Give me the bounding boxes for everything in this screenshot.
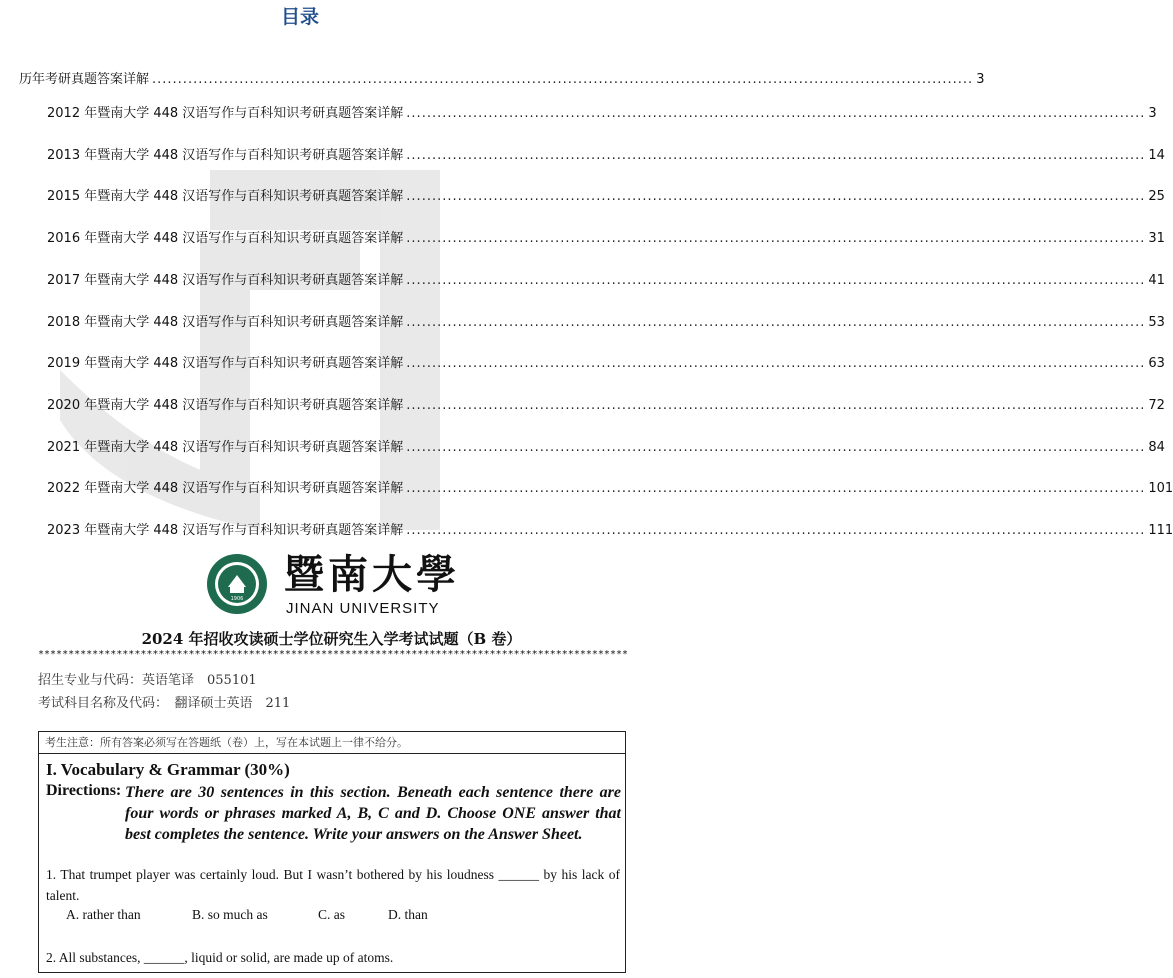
option-d[interactable]: D. than — [388, 907, 428, 922]
toc-entry-title: 2013 年暨南大学 448 汉语写作与百科知识考研真题答案详解 — [47, 148, 404, 163]
toc-entry[interactable] — [47, 269, 1165, 288]
toc-entry[interactable] — [47, 227, 1165, 246]
toc-title: 目录 — [280, 6, 319, 28]
seal-year: 1906 — [230, 596, 244, 602]
toc-entry[interactable] — [47, 436, 1165, 455]
notice-text: 考生注意：所有答案必须写在答题纸（卷）上，写在本试题上一律不给分。 — [45, 736, 408, 749]
toc-entry-page: 3 — [1148, 106, 1157, 121]
toc-leader: ................................................................................................................................................................ — [152, 72, 974, 87]
toc-entry[interactable] — [47, 311, 1165, 330]
notice-row — [39, 732, 625, 754]
toc-entry-title: 2020 年暨南大学 448 汉语写作与百科知识考研真题答案详解 — [47, 398, 404, 413]
exam-question-box — [38, 731, 626, 973]
toc-entry-page: 72 — [1148, 398, 1165, 413]
toc-leader: ................................................................................................................................................ — [406, 315, 1146, 330]
question-1-options — [66, 907, 458, 923]
toc-entry-page: 111 — [1148, 523, 1173, 538]
toc-leader: ................................................................................................................................................ — [406, 106, 1146, 121]
toc-entry-page: 84 — [1148, 440, 1165, 455]
toc-entry[interactable] — [47, 394, 1165, 413]
toc-entry-title: 历年考研真题答案详解 — [19, 72, 150, 87]
question-1: 1. That trumpet player was certainly loud. But I wasn’t bothered by his loudness ______ by his lack of talent. — [46, 867, 620, 903]
toc-entry[interactable] — [47, 144, 1165, 163]
section-title: I. Vocabulary & Grammar (30%) — [46, 760, 290, 779]
subject-label: 考试科目名称及代码： 翻译硕士英语 211 — [38, 696, 291, 711]
option-b[interactable]: B. so much as — [192, 907, 268, 922]
toc-entry-page: 41 — [1148, 273, 1165, 288]
toc-entry-title: 2019 年暨南大学 448 汉语写作与百科知识考研真题答案详解 — [47, 356, 404, 371]
separator-line: ************************************************************************************************** — [38, 649, 629, 660]
toc-entry-title: 2016 年暨南大学 448 汉语写作与百科知识考研真题答案详解 — [47, 231, 404, 246]
toc-entry-title: 2012 年暨南大学 448 汉语写作与百科知识考研真题答案详解 — [47, 106, 404, 121]
toc-entry-title: 2022 年暨南大学 448 汉语写作与百科知识考研真题答案详解 — [47, 481, 404, 496]
toc-entry-page: 63 — [1148, 356, 1165, 371]
question-2: 2. All substances, ______, liquid or solid, are made up of atoms. — [46, 950, 394, 965]
toc-entry[interactable] — [47, 185, 1165, 204]
toc-entry-title: 2023 年暨南大学 448 汉语写作与百科知识考研真题答案详解 — [47, 523, 404, 538]
toc-leader: ................................................................................................................................................ — [406, 481, 1146, 496]
toc-entry-page: 3 — [976, 72, 985, 87]
watermark-logo — [60, 170, 440, 530]
major-label: 招生专业与代码：英语笔译 055101 — [38, 673, 257, 688]
toc-entry-page: 14 — [1148, 148, 1165, 163]
toc-entry[interactable] — [47, 477, 1173, 496]
directions-label: Directions: — [46, 782, 122, 799]
toc-entry-title: 2018 年暨南大学 448 汉语写作与百科知识考研真题答案详解 — [47, 315, 404, 330]
directions-text: There are 30 sentences in this section. Beneath each sentence there are four words or phrases marked A, B, C and D. Choose ONE answer that best completes the sentence. Write your answers on the Answer Sheet. — [125, 784, 621, 843]
toc-leader: ................................................................................................................................................ — [406, 523, 1146, 538]
toc-leader: ................................................................................................................................................ — [406, 231, 1146, 246]
toc-leader: ................................................................................................................................................ — [406, 398, 1146, 413]
toc-entry-title: 2015 年暨南大学 448 汉语写作与百科知识考研真题答案详解 — [47, 189, 404, 204]
toc-entry[interactable] — [47, 519, 1173, 538]
exam-title: 2024 年招收攻读硕士学位研究生入学考试试题（B 卷） — [141, 630, 522, 648]
university-name-cn: 暨南大學 — [284, 551, 460, 598]
toc-entry[interactable] — [47, 102, 1157, 121]
toc-entry[interactable] — [47, 352, 1165, 371]
option-a[interactable]: A. rather than — [66, 907, 141, 922]
university-seal-icon — [206, 553, 268, 615]
toc-leader: ................................................................................................................................................ — [406, 356, 1146, 371]
toc-entry-page: 25 — [1148, 189, 1165, 204]
toc-main-entry[interactable] — [19, 68, 985, 87]
toc-leader: ................................................................................................................................................ — [406, 189, 1146, 204]
toc-leader: ................................................................................................................................................ — [406, 273, 1146, 288]
university-name-en: JINAN UNIVERSITY — [286, 600, 440, 617]
toc-entry-page: 53 — [1148, 315, 1165, 330]
toc-leader: ................................................................................................................................................ — [406, 440, 1146, 455]
toc-entry-title: 2021 年暨南大学 448 汉语写作与百科知识考研真题答案详解 — [47, 440, 404, 455]
toc-leader: ................................................................................................................................................ — [406, 148, 1146, 163]
option-c[interactable]: C. as — [318, 907, 345, 922]
toc-entry-title: 2017 年暨南大学 448 汉语写作与百科知识考研真题答案详解 — [47, 273, 404, 288]
toc-entry-page: 31 — [1148, 231, 1165, 246]
toc-entry-page: 101 — [1148, 481, 1173, 496]
